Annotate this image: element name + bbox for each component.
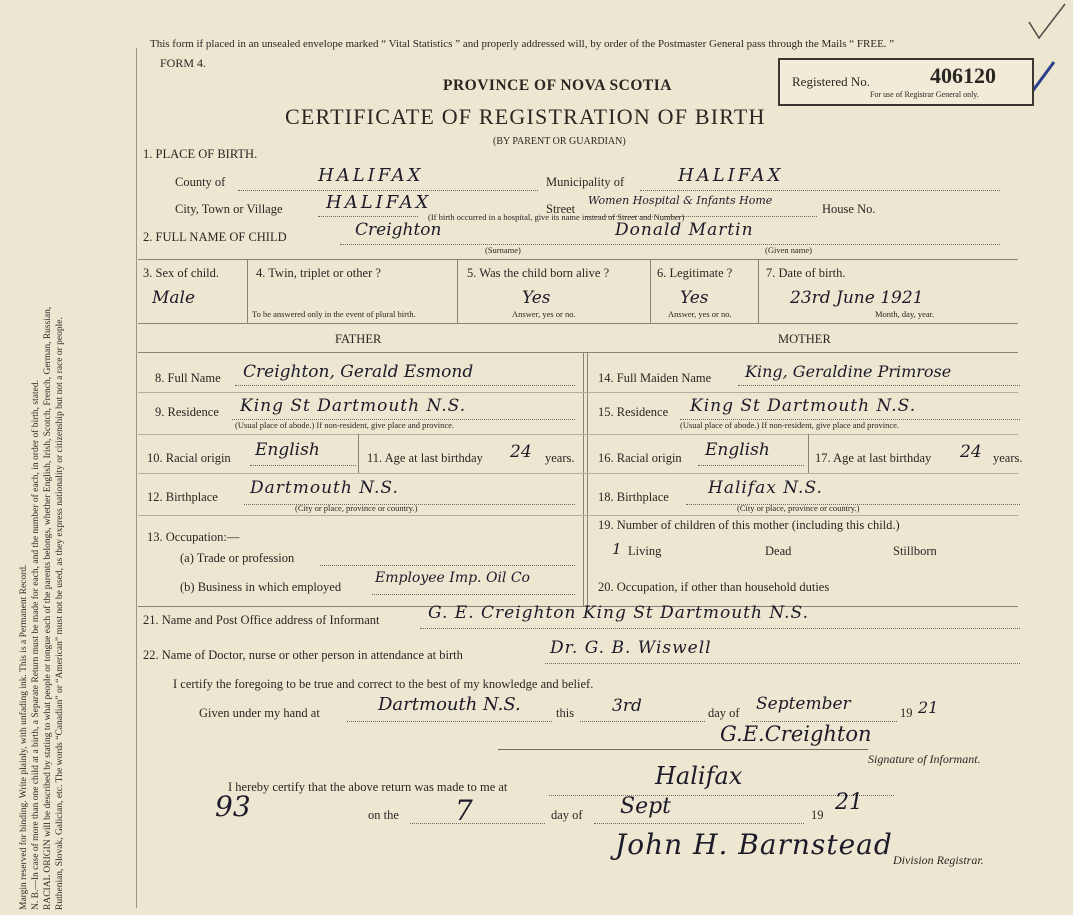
informant-line bbox=[420, 627, 1020, 629]
living-label: Living bbox=[628, 544, 662, 558]
mother-birthplace-note: (City or place, province or country.) bbox=[737, 503, 860, 513]
mother-name-label: 14. Full Maiden Name bbox=[598, 371, 712, 385]
registrar-year: 21 bbox=[835, 790, 863, 815]
city-value: HALIFAX bbox=[326, 192, 432, 213]
signature-label: Signature of Informant. bbox=[868, 752, 981, 766]
parents-rule-3 bbox=[138, 434, 1018, 435]
mother-name-value: King, Geraldine Primrose bbox=[745, 362, 952, 381]
mother-res-label: 15. Residence bbox=[598, 405, 669, 419]
parents-rule-2 bbox=[138, 392, 1018, 393]
father-age-label: 11. Age at last birthday bbox=[367, 451, 483, 465]
registrar-year-prefix: 19 bbox=[811, 808, 824, 822]
dob-value: 23rd June 1921 bbox=[790, 288, 924, 308]
trade-label: (a) Trade or profession bbox=[180, 551, 295, 565]
father-birthplace-value: Dartmouth N.S. bbox=[250, 478, 399, 498]
child-name-line bbox=[340, 243, 1000, 245]
certify-this-label: this bbox=[556, 706, 575, 720]
registrar-month-line bbox=[594, 822, 804, 824]
trade-line bbox=[320, 564, 575, 566]
hospital-note: (If birth occurred in a hospital, give its name instead of Street and Number) bbox=[428, 212, 685, 222]
registrar-dayof-label: day of bbox=[551, 808, 583, 822]
given-under-label: Given under my hand at bbox=[199, 706, 320, 720]
registrar-number: 93 bbox=[215, 790, 251, 823]
certify-statement: I certify the foregoing to be true and correct to the best of my knowledge and belief. bbox=[173, 677, 594, 691]
alive-label: 5. Was the child born alive ? bbox=[467, 266, 610, 280]
legit-label: 6. Legitimate ? bbox=[657, 266, 733, 280]
certify-place: Dartmouth N.S. bbox=[378, 694, 521, 715]
registrar-place: Halifax bbox=[655, 762, 743, 790]
child-surname: Creighton bbox=[355, 220, 442, 240]
father-res-note: (Usual place of abode.) If non-resident, give place and province. bbox=[235, 420, 455, 430]
certify-month: September bbox=[756, 694, 851, 714]
registrar-month: Sept bbox=[620, 794, 672, 819]
house-label: House No. bbox=[822, 202, 876, 216]
father-race-value: English bbox=[255, 440, 320, 460]
form-number: FORM 4. bbox=[160, 56, 207, 70]
margin-line bbox=[136, 48, 137, 908]
mother-age-divider bbox=[808, 434, 809, 473]
parents-divider-b bbox=[587, 352, 588, 607]
signature-line bbox=[498, 749, 868, 750]
given-caption: (Given name) bbox=[765, 245, 812, 255]
certify-day: 3rd bbox=[612, 696, 642, 716]
mother-res-note: (Usual place of abode.) If non-resident, give place and province. bbox=[680, 420, 900, 430]
legit-note: Answer, yes or no. bbox=[668, 309, 732, 319]
mother-race-label: 16. Racial origin bbox=[598, 451, 682, 465]
col-divider-2 bbox=[457, 259, 458, 323]
father-name-value: Creighton, Gerald Esmond bbox=[243, 362, 474, 382]
father-birthplace-note: (City or place, province or country.) bbox=[295, 503, 418, 513]
surname-caption: (Surname) bbox=[485, 245, 521, 255]
parents-rule-top bbox=[138, 352, 1018, 353]
col-divider-1 bbox=[247, 259, 248, 323]
father-years: years. bbox=[545, 451, 575, 465]
children-label: 19. Number of children of this mother (including this child.) bbox=[598, 518, 900, 532]
mother-name-line bbox=[738, 384, 1020, 386]
doctor-label: 22. Name of Doctor, nurse or other person in attendance at birth bbox=[143, 648, 463, 662]
father-age-divider bbox=[358, 434, 359, 473]
municipality-line bbox=[640, 189, 1000, 191]
legit-value: Yes bbox=[680, 288, 709, 308]
margin-note-1: Margin reserved for binding. Write plainly, with unfading ink. This is a Permanent Record. bbox=[19, 564, 29, 910]
alive-note: Answer, yes or no. bbox=[512, 309, 576, 319]
doctor-line bbox=[545, 662, 1020, 664]
county-value: HALIFAX bbox=[318, 165, 424, 186]
margin-note-4: Ruthenian, Slovak, Galician, etc. The words “Canadian” or “American” must not be used, as they express nationality or citizenship but not a race or people. bbox=[55, 317, 65, 910]
mother-race-line bbox=[698, 464, 804, 466]
municipality-label: Municipality of bbox=[546, 175, 625, 189]
registered-number: 406120 bbox=[930, 63, 996, 88]
city-line bbox=[318, 215, 418, 217]
check-mark-icon bbox=[1025, 2, 1070, 44]
child-name-label: 2. FULL NAME OF CHILD bbox=[143, 230, 287, 244]
parents-rule-5 bbox=[138, 515, 1018, 516]
alive-value: Yes bbox=[522, 288, 551, 308]
sex-value: Male bbox=[152, 288, 196, 308]
page-title: CERTIFICATE OF REGISTRATION OF BIRTH bbox=[285, 104, 766, 129]
father-res-label: 9. Residence bbox=[155, 405, 219, 419]
informant-value: G. E. Creighton King St Dartmouth N.S. bbox=[428, 603, 809, 623]
mother-heading: MOTHER bbox=[778, 332, 831, 346]
mother-years: years. bbox=[993, 451, 1023, 465]
living-count: 1 bbox=[612, 540, 622, 558]
father-name-line bbox=[235, 384, 575, 386]
business-line bbox=[372, 593, 575, 595]
father-race-line bbox=[250, 464, 356, 466]
col-divider-3 bbox=[650, 259, 651, 323]
certify-year: 21 bbox=[918, 698, 939, 717]
twin-note: To be answered only in the event of plural birth. bbox=[252, 309, 416, 319]
doctor-value: Dr. G. B. Wiswell bbox=[550, 638, 712, 658]
parents-rule-4 bbox=[138, 473, 1018, 474]
mail-notice: This form if placed in an unsealed envelope marked “ Vital Statistics ” and properly addressed will, by order of the Postmaster General pass through the Mails “ FREE. ” bbox=[150, 38, 895, 50]
certify-day-line bbox=[580, 720, 705, 722]
margin-note-3: RACIAL ORIGIN will be described by stating to what people or tongue each of the parents belongs, whether English, Irish, Scotch, French, German, Russian, bbox=[43, 306, 53, 910]
father-occ-label: 13. Occupation:— bbox=[147, 530, 240, 544]
sex-label: 3. Sex of child. bbox=[143, 266, 220, 280]
row-rule-top bbox=[138, 259, 1018, 260]
informant-label: 21. Name and Post Office address of Informant bbox=[143, 613, 380, 627]
page-subtitle: (BY PARENT OR GUARDIAN) bbox=[493, 136, 626, 147]
row-rule-bottom bbox=[138, 323, 1018, 324]
mother-birthplace-value: Halifax N.S. bbox=[708, 478, 823, 498]
registrar-signature-label: Division Registrar. bbox=[893, 853, 984, 867]
street-label: Street bbox=[546, 202, 576, 216]
certify-place-line bbox=[347, 720, 552, 722]
street-value: Women Hospital & Infants Home bbox=[588, 194, 773, 207]
mother-age-value: 24 bbox=[960, 442, 982, 462]
mother-birthplace-label: 18. Birthplace bbox=[598, 490, 669, 504]
dob-note: Month, day, year. bbox=[875, 309, 935, 319]
informant-signature: G.E.Creighton bbox=[720, 722, 872, 746]
father-birthplace-label: 12. Birthplace bbox=[147, 490, 218, 504]
mother-residence-value: King St Dartmouth N.S. bbox=[690, 396, 917, 416]
county-line bbox=[238, 189, 538, 191]
margin-note-2: N. B.—In case of more than one child at a birth, a Separate Return must be made for each, and the number of each, in order of birth, stated. bbox=[31, 380, 41, 910]
municipality-value: HALIFAX bbox=[678, 165, 784, 186]
father-race-label: 10. Racial origin bbox=[147, 451, 231, 465]
registrar-day: 7 bbox=[455, 794, 473, 827]
registrar-statement: I hereby certify that the above return was made to me at bbox=[228, 780, 508, 794]
registrar-onthe-label: on the bbox=[368, 808, 399, 822]
parents-divider-a bbox=[583, 352, 584, 607]
dead-label: Dead bbox=[765, 544, 792, 558]
father-age-value: 24 bbox=[510, 442, 532, 462]
mother-age-label: 17. Age at last birthday bbox=[815, 451, 932, 465]
father-heading: FATHER bbox=[335, 332, 382, 346]
registered-number-box bbox=[778, 58, 1034, 106]
county-label: County of bbox=[175, 175, 226, 189]
mother-race-value: English bbox=[705, 440, 770, 460]
stillborn-label: Stillborn bbox=[893, 544, 937, 558]
father-residence-value: King St Dartmouth N.S. bbox=[240, 396, 467, 416]
place-of-birth-heading: 1. PLACE OF BIRTH. bbox=[143, 147, 258, 161]
business-label: (b) Business in which employed bbox=[180, 580, 342, 594]
registrar-day-line bbox=[410, 822, 545, 824]
certify-dayof-label: day of bbox=[708, 706, 740, 720]
twin-label: 4. Twin, triplet or other ? bbox=[256, 266, 381, 280]
col-divider-4 bbox=[758, 259, 759, 323]
margin-notes bbox=[18, 10, 66, 910]
dob-label: 7. Date of birth. bbox=[766, 266, 846, 280]
registered-label: Registered No. bbox=[792, 74, 870, 89]
certify-year-prefix: 19 bbox=[900, 706, 913, 720]
child-given-name: Donald Martin bbox=[615, 220, 754, 240]
business-value: Employee Imp. Oil Co bbox=[375, 570, 530, 586]
father-name-label: 8. Full Name bbox=[155, 371, 221, 385]
mother-occ-label: 20. Occupation, if other than household duties bbox=[598, 580, 830, 594]
province-title: PROVINCE OF NOVA SCOTIA bbox=[443, 77, 672, 94]
registered-note: For use of Registrar General only. bbox=[870, 90, 979, 99]
registrar-signature: John H. Barnstead bbox=[615, 828, 893, 861]
city-label: City, Town or Village bbox=[175, 202, 283, 216]
